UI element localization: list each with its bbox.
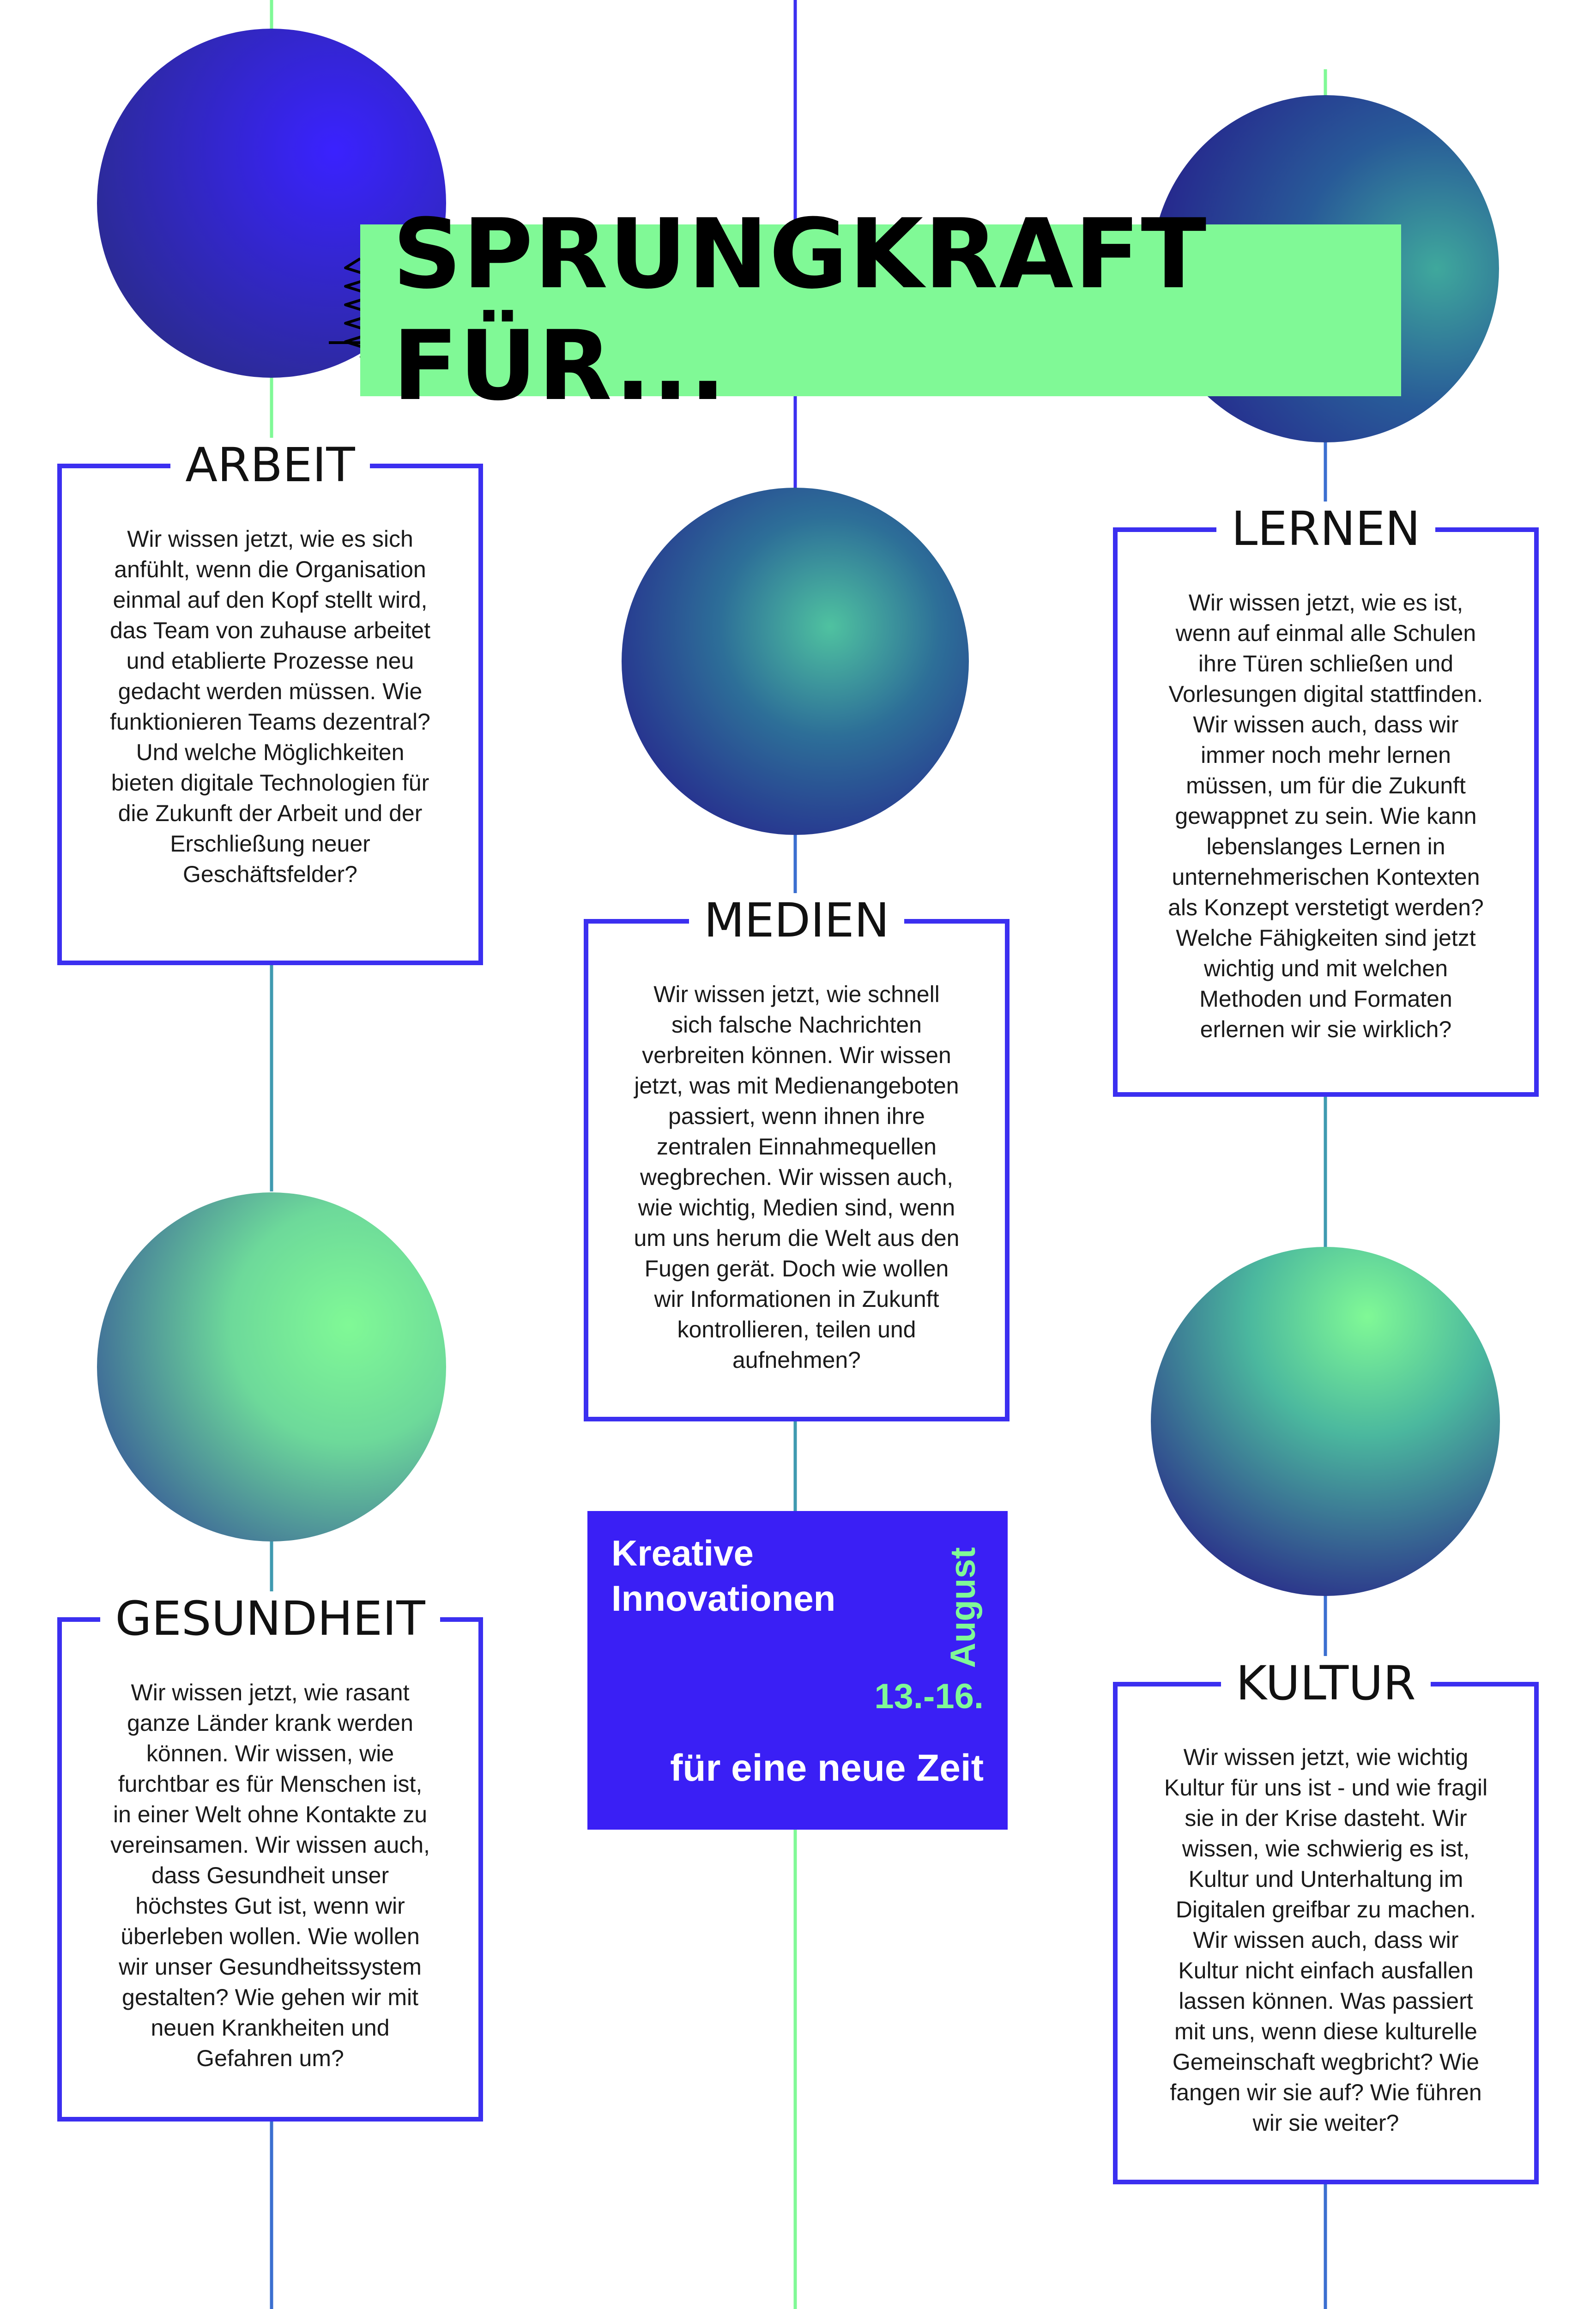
sphere-kultur — [1151, 1247, 1500, 1596]
card-text-kultur: Wir wissen jetzt, wie wichtig Kultur für uns ist - und wie fragil sie in der Krise dasteht. Wir wissen, wie schwierig es ist, Kultur und Unterhaltung im Digitalen greifbar zu machen. Wir wissen auch, dass wir Kultur nicht einfach ausfallen lassen können. Was passiert mit uns, wenn diese kulturelle Gemeinschaft wegbricht? Wie fangen wir sie auf? Wie führen wir sie weiter? — [1164, 1744, 1488, 2136]
page-title: SPRUNGKRAFT FÜR... — [393, 199, 1208, 422]
card-text-lernen: Wir wissen jetzt, wie es ist, wenn auf einmal alle Schulen ihre Türen schließen und Vorlesungen digital stattfinden. Wir wissen auch, dass wir immer noch mehr lernen müssen, um für die Zukunft gewappnet zu sein. Wie kann lebenslanges Lernen in unternehmerischen Kontexten als Konzept verstetigt werden? Welche Fähigkeiten sind jetzt wichtig und mit welchen Methoden und Formaten erlernen wir sie wirklich? — [1168, 590, 1484, 1042]
event-promo-box — [587, 1511, 1008, 1830]
card-text-arbeit: Wir wissen jetzt, wie es sich anfühlt, wenn die Organisation einmal auf den Kopf stellt wird, das Team von zuhause arbeitet und etablierte Prozesse neu gedacht werden müssen. Wie funktionieren Teams dezentral? Und welche Möglichkeiten bieten digitale Technologien für die Zukunft der Arbeit und der Erschließung neuer Geschäftsfelder? — [110, 526, 430, 887]
card-heading-gesundheit: GESUNDHEIT — [100, 1591, 440, 1647]
card-lernen — [1113, 502, 1539, 1097]
promo-dates: 13.-16. — [874, 1677, 984, 1716]
card-heading-medien: MEDIEN — [689, 893, 904, 949]
promo-month: August — [943, 1547, 983, 1668]
card-gesundheit — [57, 1591, 483, 2122]
card-heading-arbeit: ARBEIT — [170, 438, 369, 493]
title-banner — [360, 199, 1401, 422]
sphere-gesundheit — [97, 1192, 446, 1541]
card-arbeit — [57, 438, 483, 965]
promo-headline: Kreative Innovationen — [611, 1533, 836, 1619]
card-heading-kultur: KULTUR — [1221, 1656, 1430, 1711]
promo-tagline: für eine neue Zeit — [670, 1747, 984, 1789]
card-text-medien: Wir wissen jetzt, wie schnell sich falsche Nachrichten verbreiten können. Wir wissen jetzt, was mit Medienangeboten passiert, wenn ihnen ihre zentralen Einnahmequellen wegbrechen. Wir wissen auch, wie wichtig, Medien sind, wenn um uns herum die Welt aus den Fugen gerät. Doch wie wollen wir Informationen in Zukunft kontrollieren, teilen und aufnehmen? — [634, 981, 960, 1373]
card-kultur — [1113, 1656, 1539, 2184]
card-medien — [584, 893, 1010, 1421]
card-heading-lernen: LERNEN — [1216, 502, 1435, 557]
card-text-gesundheit: Wir wissen jetzt, wie rasant ganze Länder krank werden können. Wir wissen, wie furchtbar es für Menschen ist, in einer Welt ohne Kontakte zu vereinsamen. Wir wissen auch, dass Gesundheit unser höchstes Gut ist, wenn wir überleben wollen. Wie wollen wir unser Gesundheitssystem gestalten? Wie gehen wir mit neuen Krankheiten und Gefahren um? — [110, 1680, 430, 2071]
sphere-medien — [622, 488, 969, 835]
